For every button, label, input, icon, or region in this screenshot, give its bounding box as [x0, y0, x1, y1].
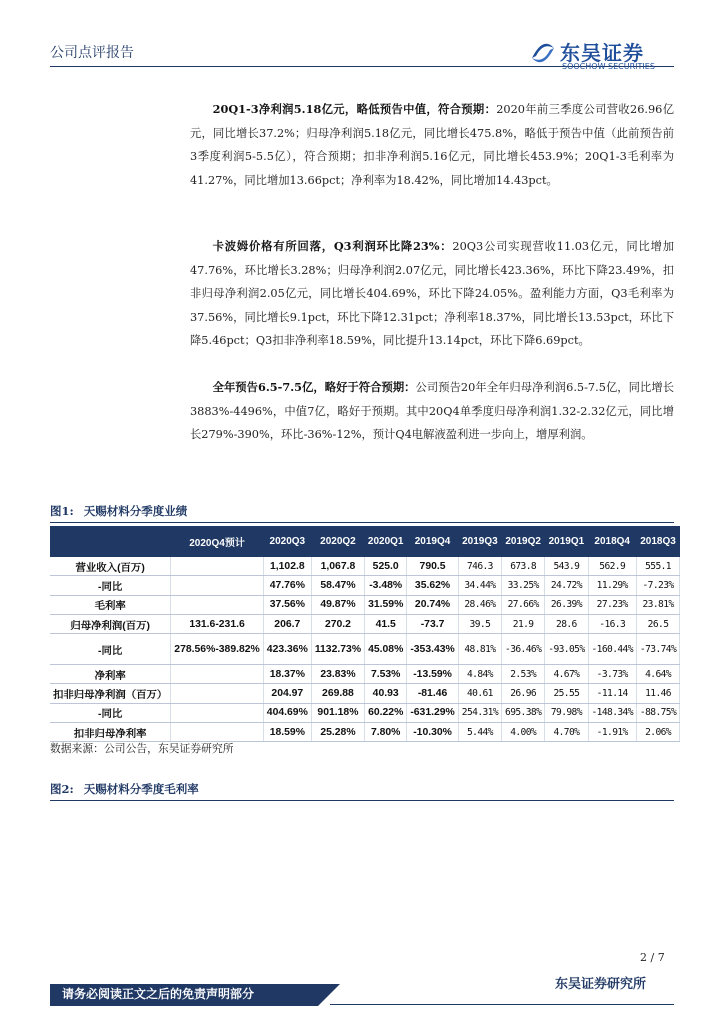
- table-header-row: [50, 526, 680, 557]
- figure2-title: [50, 781, 674, 801]
- paragraph-body: 20Q3公司实现营收11.03亿元，同比增加47.76%，环比增长3.28%；归母净利润2.07亿元，同比增长423.36%，环比下降23.49%，扣非归母净利润2.05亿元，同比增长404.69%，环比下降24.05%。盈利能力方面，Q3毛利率为37.56%，同比增长9.1pct，环比下降12.31pct；净利率18.37%，同比增长13.53pct，环比下降5.46pct；Q3扣非净利率18.59%，同比提升13.14pct，环比下降6.69pct。: [190, 240, 674, 347]
- value-cell: 11.46: [636, 684, 679, 703]
- table-header-cell: 2018Q4: [588, 526, 636, 557]
- row-label: 营业收入(百万): [50, 557, 171, 576]
- table-header-cell: 2020Q3: [263, 526, 311, 557]
- value-cell: -73.74%: [636, 634, 679, 665]
- value-cell: 790.5: [407, 557, 458, 576]
- data-source-note: 数据来源：公司公告，东吴证券研究所: [50, 742, 234, 755]
- table-header-cell: 2018Q3: [636, 526, 679, 557]
- value-cell: 39.5: [458, 614, 501, 633]
- value-cell: 555.1: [636, 557, 679, 576]
- value-cell: 18.37%: [263, 665, 311, 684]
- figure1-title: [50, 503, 674, 523]
- logo-english-name: SOOCHOW SECURITIES: [562, 62, 655, 71]
- table-header-cell: 2019Q3: [458, 526, 501, 557]
- value-cell: 7.53%: [365, 665, 407, 684]
- value-cell: 269.88: [311, 684, 364, 703]
- value-cell: -148.34%: [588, 703, 636, 722]
- value-cell: -10.30%: [407, 723, 458, 742]
- value-cell: 23.83%: [311, 665, 364, 684]
- figure2-number: 图2:: [50, 782, 74, 796]
- row-label: 归母净利润(百万): [50, 614, 171, 633]
- value-cell: -3.48%: [365, 576, 407, 595]
- value-cell: -73.7: [407, 614, 458, 633]
- value-cell: 4.70%: [545, 723, 588, 742]
- value-cell: 21.9: [502, 614, 545, 633]
- figure1-caption: 天赐材料分季度业绩: [83, 504, 188, 518]
- forecast-cell: [171, 595, 264, 614]
- value-cell: 901.18%: [311, 703, 364, 722]
- value-cell: 204.97: [263, 684, 311, 703]
- value-cell: -631.29%: [407, 703, 458, 722]
- table-header-cell: 2020Q1: [365, 526, 407, 557]
- footer-divider: [330, 1004, 674, 1005]
- value-cell: 25.28%: [311, 723, 364, 742]
- value-cell: 28.6: [545, 614, 588, 633]
- value-cell: 35.62%: [407, 576, 458, 595]
- value-cell: -16.3: [588, 614, 636, 633]
- value-cell: 562.9: [588, 557, 636, 576]
- value-cell: -7.23%: [636, 576, 679, 595]
- value-cell: 543.9: [545, 557, 588, 576]
- value-cell: 2.06%: [636, 723, 679, 742]
- value-cell: 23.81%: [636, 595, 679, 614]
- value-cell: 27.66%: [502, 595, 545, 614]
- forecast-cell: [171, 703, 264, 722]
- table-header-cell: 2019Q4: [407, 526, 458, 557]
- value-cell: -11.14: [588, 684, 636, 703]
- table-row: [50, 576, 680, 595]
- value-cell: 4.84%: [458, 665, 501, 684]
- value-cell: 25.55: [545, 684, 588, 703]
- value-cell: 47.76%: [263, 576, 311, 595]
- value-cell: 1132.73%: [311, 634, 364, 665]
- logo-mark-icon: [528, 38, 558, 68]
- table-header-cell: 2019Q2: [502, 526, 545, 557]
- value-cell: 695.38%: [502, 703, 545, 722]
- value-cell: -353.43%: [407, 634, 458, 665]
- quarterly-results-table: [50, 526, 680, 742]
- forecast-cell: [171, 723, 264, 742]
- value-cell: 404.69%: [263, 703, 311, 722]
- value-cell: 26.5: [636, 614, 679, 633]
- value-cell: 24.72%: [545, 576, 588, 595]
- table-row: [50, 703, 680, 722]
- value-cell: 27.23%: [588, 595, 636, 614]
- value-cell: 26.96: [502, 684, 545, 703]
- value-cell: 79.98%: [545, 703, 588, 722]
- value-cell: 40.61: [458, 684, 501, 703]
- value-cell: 254.31%: [458, 703, 501, 722]
- forecast-cell: [171, 576, 264, 595]
- paragraph-full-year: [190, 376, 674, 447]
- paragraph-heading: 卡波姆价格有所回落，Q3利润环比降23%：: [212, 239, 453, 253]
- table-row: [50, 595, 680, 614]
- footer-organization: 东吴证券研究所: [555, 977, 647, 992]
- value-cell: -1.91%: [588, 723, 636, 742]
- forecast-cell: [171, 557, 264, 576]
- value-cell: 33.25%: [502, 576, 545, 595]
- value-cell: 31.59%: [365, 595, 407, 614]
- table-row: [50, 634, 680, 665]
- value-cell: -93.05%: [545, 634, 588, 665]
- forecast-cell: 131.6-231.6: [171, 614, 264, 633]
- value-cell: 18.59%: [263, 723, 311, 742]
- value-cell: 1,067.8: [311, 557, 364, 576]
- value-cell: 45.08%: [365, 634, 407, 665]
- value-cell: 48.81%: [458, 634, 501, 665]
- row-label: 净利率: [50, 665, 171, 684]
- logo-chinese-name: 东吴证券: [560, 41, 644, 65]
- value-cell: 2.53%: [502, 665, 545, 684]
- value-cell: -36.46%: [502, 634, 545, 665]
- paragraph-q3: [190, 235, 674, 353]
- value-cell: 41.5: [365, 614, 407, 633]
- page-number: 2 / 7: [640, 951, 665, 964]
- table-row: [50, 614, 680, 633]
- table-header-cell: 2019Q1: [545, 526, 588, 557]
- footer-disclaimer: 请务必阅读正文之后的免责声明部分: [62, 987, 255, 1001]
- table-row: [50, 665, 680, 684]
- value-cell: 1,102.8: [263, 557, 311, 576]
- value-cell: 7.80%: [365, 723, 407, 742]
- table-header-cell: 2020Q2: [311, 526, 364, 557]
- row-label: 扣非归母净利润（百万）: [50, 684, 171, 703]
- row-label: -同比: [50, 576, 171, 595]
- value-cell: 4.67%: [545, 665, 588, 684]
- figure1-number: 图1:: [50, 504, 74, 518]
- value-cell: 49.87%: [311, 595, 364, 614]
- row-label: -同比: [50, 634, 171, 665]
- table-header-cell: 2020Q4预计: [171, 526, 264, 557]
- value-cell: -81.46: [407, 684, 458, 703]
- value-cell: 20.74%: [407, 595, 458, 614]
- value-cell: 37.56%: [263, 595, 311, 614]
- report-type-label: 公司点评报告: [50, 45, 134, 61]
- value-cell: 34.44%: [458, 576, 501, 595]
- value-cell: 26.39%: [545, 595, 588, 614]
- table-row: [50, 723, 680, 742]
- paragraph-q1-q3: [190, 98, 674, 192]
- value-cell: 746.3: [458, 557, 501, 576]
- paragraph-heading: 20Q1-3净利润5.18亿元，略低预告中值，符合预期：: [212, 102, 497, 116]
- value-cell: 423.36%: [263, 634, 311, 665]
- figure2-caption: 天赐材料分季度毛利率: [83, 782, 199, 796]
- row-label: 毛利率: [50, 595, 171, 614]
- value-cell: 4.64%: [636, 665, 679, 684]
- value-cell: 40.93: [365, 684, 407, 703]
- forecast-cell: [171, 684, 264, 703]
- table-row: [50, 684, 680, 703]
- value-cell: 673.8: [502, 557, 545, 576]
- value-cell: 58.47%: [311, 576, 364, 595]
- value-cell: 60.22%: [365, 703, 407, 722]
- value-cell: -160.44%: [588, 634, 636, 665]
- paragraph-body: 2020年前三季度公司营收26.96亿元，同比增长37.2%；归母净利润5.18亿元，同比增长475.8%，略低于预告中值（此前预告前3季度利润5-5.5亿），符合预期；扣非净利润5.16亿元，同比增长453.9%；20Q1-3毛利率为41.27%，同比增加13.66pct；净利率为18.42%，同比增加14.43pct。: [190, 103, 674, 187]
- paragraph-heading: 全年预告6.5-7.5亿，略好于符合预期：: [212, 380, 416, 394]
- value-cell: 270.2: [311, 614, 364, 633]
- forecast-cell: 278.56%-389.82%: [171, 634, 264, 665]
- row-label: -同比: [50, 703, 171, 722]
- value-cell: 4.00%: [502, 723, 545, 742]
- value-cell: -13.59%: [407, 665, 458, 684]
- company-logo: [528, 38, 678, 72]
- row-label: 扣非归母净利率: [50, 723, 171, 742]
- value-cell: 5.44%: [458, 723, 501, 742]
- table-row: [50, 557, 680, 576]
- table-header-cell: [50, 526, 171, 557]
- value-cell: 525.0: [365, 557, 407, 576]
- forecast-cell: [171, 665, 264, 684]
- value-cell: 206.7: [263, 614, 311, 633]
- value-cell: -88.75%: [636, 703, 679, 722]
- value-cell: -3.73%: [588, 665, 636, 684]
- paragraph-body: 公司预告20年全年归母净利润6.5-7.5亿，同比增长3883%-4496%，中值7亿，略好于预期。其中20Q4单季度归母净利润1.32-2.32亿元，同比增长279%-390%，环比-36%-12%，预计Q4电解液盈利进一步向上，增厚利润。: [190, 381, 674, 441]
- value-cell: 11.29%: [588, 576, 636, 595]
- value-cell: 28.46%: [458, 595, 501, 614]
